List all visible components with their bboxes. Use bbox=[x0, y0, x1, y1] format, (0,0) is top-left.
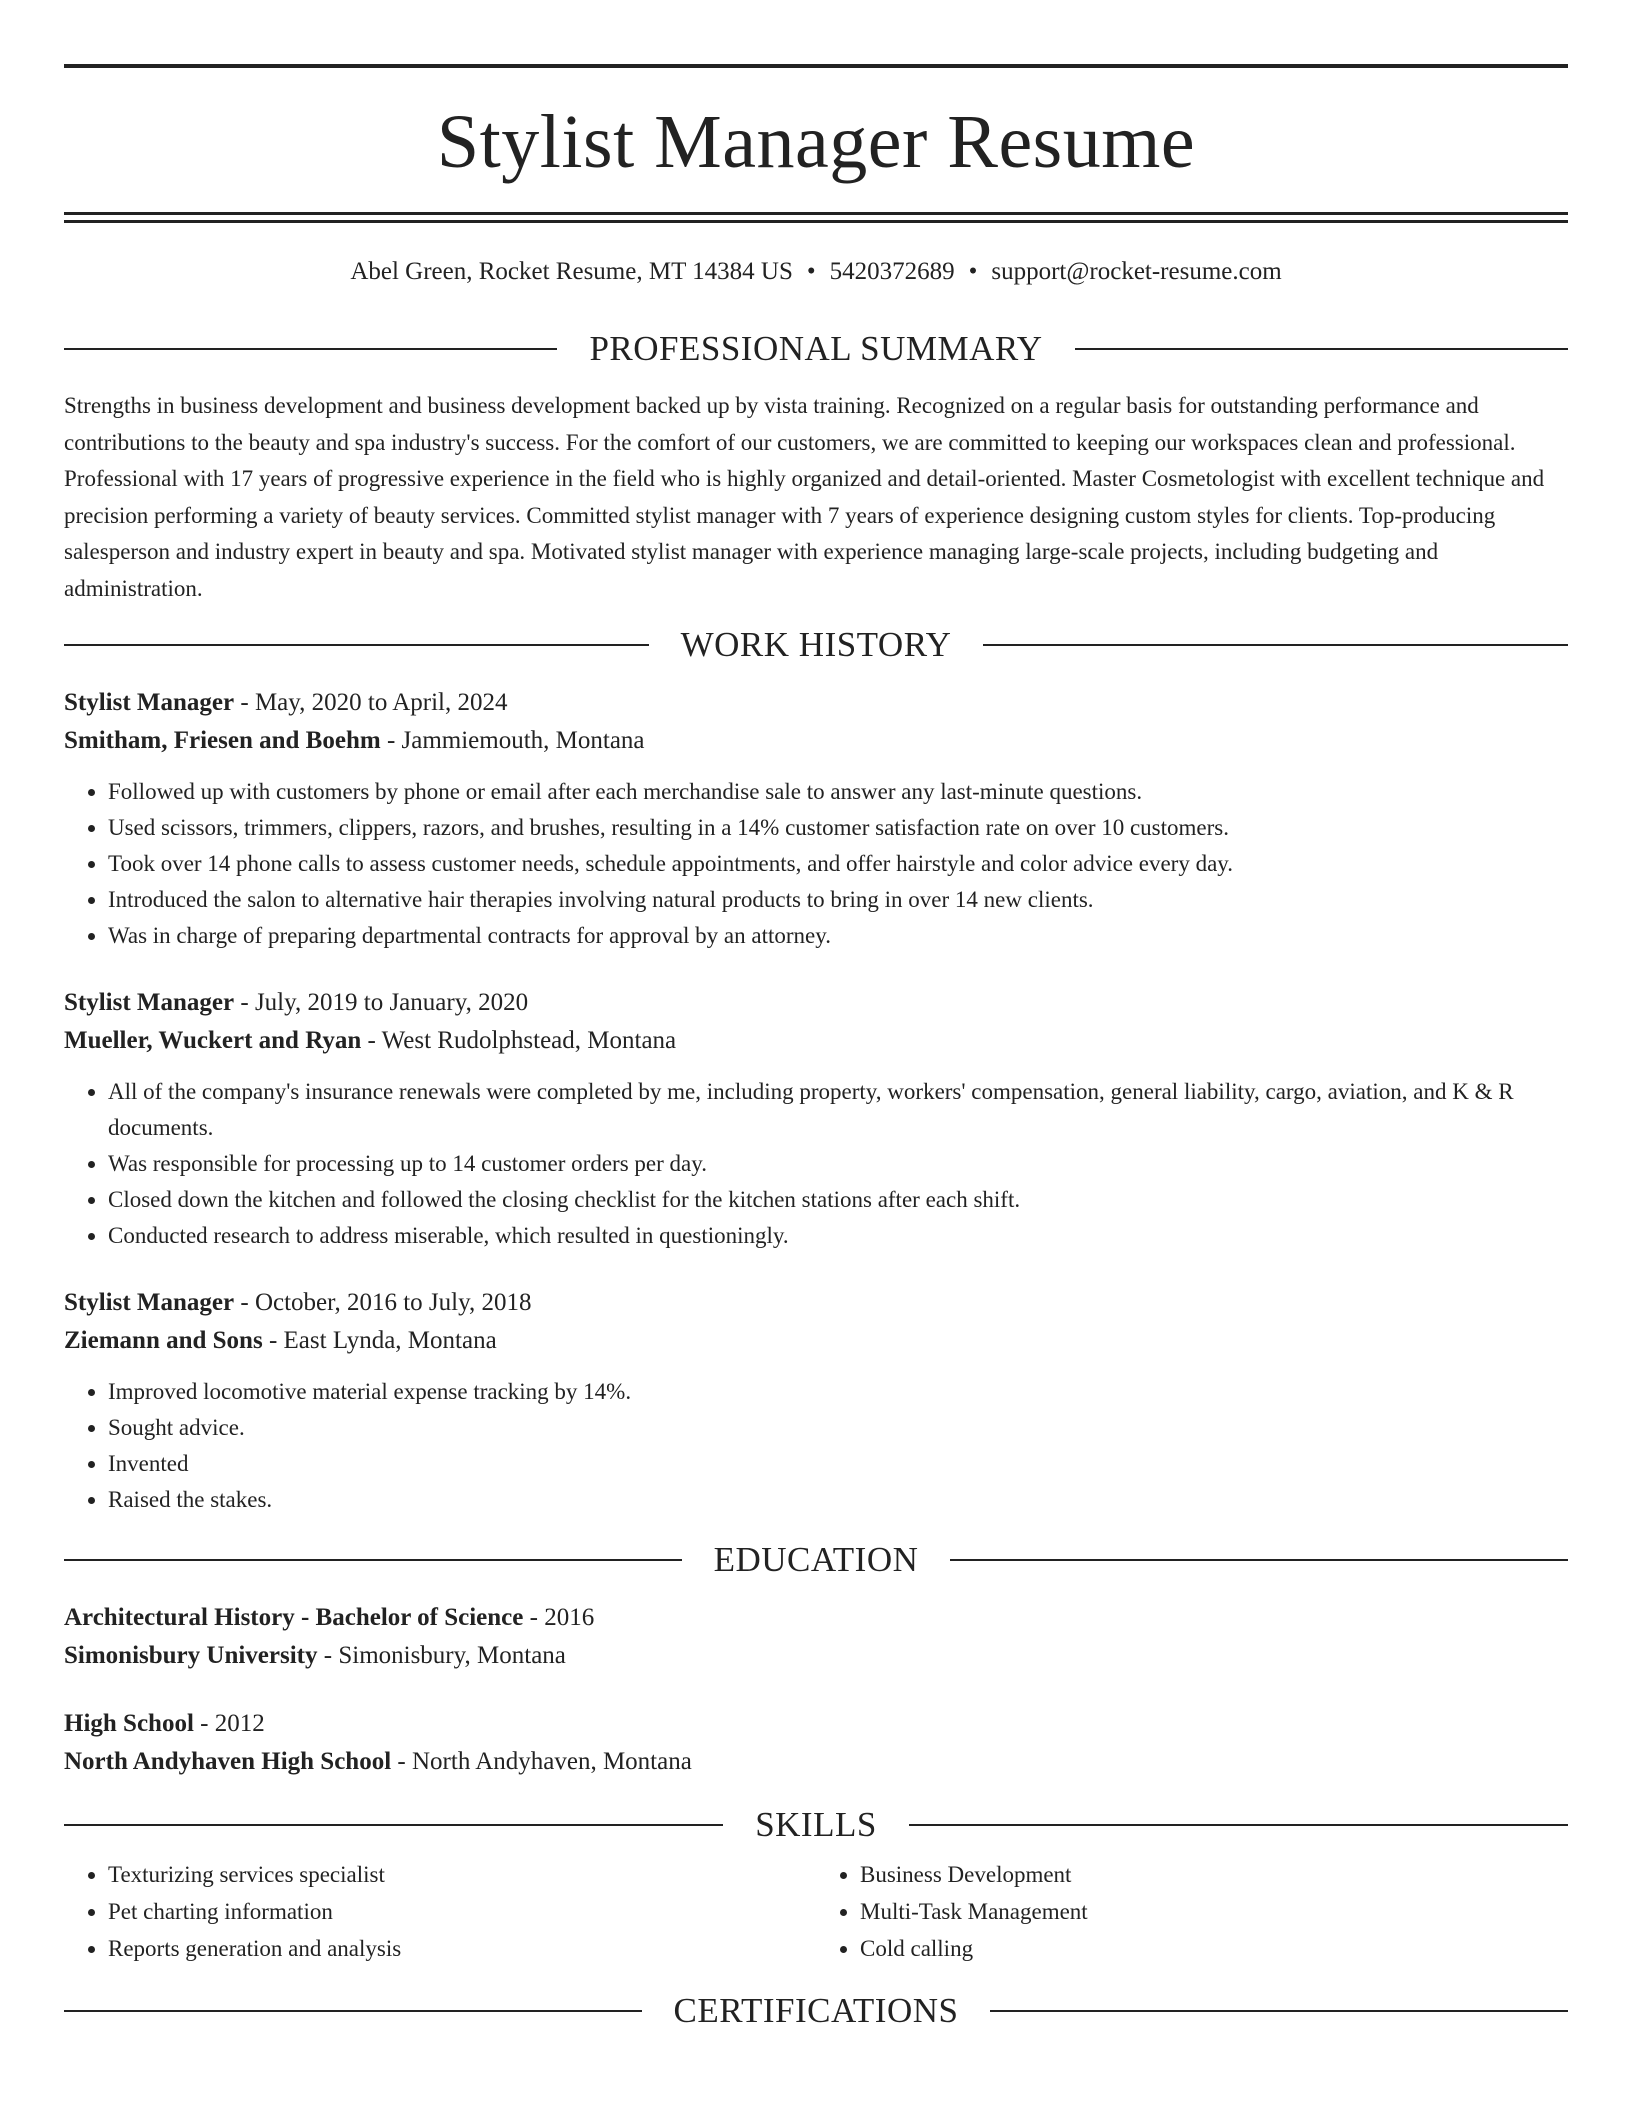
title-double-rule bbox=[64, 212, 1568, 223]
list-item: • Raised the stakes. bbox=[108, 1482, 1568, 1518]
list-item: • Improved locomotive material expense tracking by 14%. bbox=[108, 1374, 1568, 1410]
section-heading-certifications bbox=[64, 1993, 1568, 2028]
list-item: • Conducted research to address miserable, which resulted in questioningly. bbox=[108, 1218, 1568, 1254]
list-item: • All of the company's insurance renewals were completed by me, including property, workers' compensation, general liability, cargo, aviation, and K & R documents. bbox=[108, 1074, 1568, 1146]
list-item: • Sought advice. bbox=[108, 1410, 1568, 1446]
job-role: Stylist Manager bbox=[64, 689, 235, 716]
heading-rule bbox=[950, 1559, 1568, 1561]
resume-page bbox=[64, 64, 1568, 2050]
section-heading-education bbox=[64, 1542, 1568, 1577]
resume-title: Stylist Manager Resume bbox=[436, 100, 1196, 184]
job-role: Stylist Manager bbox=[64, 989, 235, 1016]
education-school: Simonisbury University bbox=[64, 1642, 318, 1669]
contact-separator: • bbox=[806, 258, 816, 285]
education-location: - Simonisbury, Montana bbox=[317, 1642, 566, 1669]
job-title-line bbox=[64, 684, 1568, 722]
job-title-line bbox=[64, 984, 1568, 1022]
job-dates: - July, 2019 to January, 2020 bbox=[234, 989, 529, 1016]
education-degree: Architectural History - Bachelor of Science bbox=[64, 1604, 524, 1631]
education-school-line bbox=[64, 1637, 1568, 1675]
skill-item: • Cold calling bbox=[860, 1930, 1568, 1967]
education-year: - 2012 bbox=[193, 1710, 265, 1737]
heading-rule bbox=[64, 1824, 723, 1826]
job-location: - West Rudolphstead, Montana bbox=[361, 1027, 677, 1054]
education-degree-line bbox=[64, 1705, 1568, 1743]
section-title: CERTIFICATIONS bbox=[673, 1991, 959, 2030]
list-item: • Followed up with customers by phone or email after each merchandise sale to answer any last-minute questions. bbox=[108, 774, 1568, 810]
heading-rule bbox=[983, 644, 1568, 646]
section-heading-skills bbox=[64, 1807, 1568, 1842]
section-title: WORK HISTORY bbox=[680, 625, 952, 664]
list-item: • Was in charge of preparing departmental contracts for approval by an attorney. bbox=[108, 918, 1568, 954]
skills-column-left bbox=[64, 1856, 816, 1967]
education-degree-line bbox=[64, 1599, 1568, 1637]
list-item: • Was responsible for processing up to 14 customer orders per day. bbox=[108, 1146, 1568, 1182]
skill-item: • Multi-Task Management bbox=[860, 1893, 1568, 1930]
skill-item: • Reports generation and analysis bbox=[108, 1930, 816, 1967]
list-item: • Introduced the salon to alternative hair therapies involving natural products to bring in over 14 new clients. bbox=[108, 882, 1568, 918]
contact-email[interactable]: support@rocket-resume.com bbox=[991, 258, 1282, 285]
top-rule bbox=[64, 64, 1568, 68]
contact-line bbox=[64, 257, 1568, 287]
skills-column-right bbox=[816, 1856, 1568, 1967]
list-item: • Invented bbox=[108, 1446, 1568, 1482]
summary-paragraph: Strengths in business development and business development backed up by vista training. Recognized on a regular basis for outstanding performance and contributions to the beauty and spa industry's success. For the comfort of our customers, we are committed to keeping our workspaces clean and professional. Professional with 17 years of progressive experience in the field who is highly organized and detail-oriented. Master Cosmetologist with excellent technique and precision performing a variety of beauty services. Committed stylist manager with 7 years of experience designing custom styles for clients. Top-producing salesperson and industry expert in beauty and spa. Motivated stylist manager with experience managing large-scale projects, including budgeting and administration. bbox=[64, 393, 1545, 601]
heading-rule bbox=[909, 1824, 1568, 1826]
job-company: Smitham, Friesen and Boehm bbox=[64, 727, 381, 754]
job-dates: - May, 2020 to April, 2024 bbox=[234, 689, 508, 716]
education-entry bbox=[64, 1599, 1568, 1675]
job-entry bbox=[64, 684, 1568, 954]
education-location: - North Andyhaven, Montana bbox=[391, 1748, 692, 1775]
contact-separator: • bbox=[968, 258, 978, 285]
skill-item: • Pet charting information bbox=[108, 1893, 816, 1930]
education-degree: High School bbox=[64, 1710, 194, 1737]
job-company-line bbox=[64, 722, 1568, 760]
job-company-line bbox=[64, 1322, 1568, 1360]
job-entry bbox=[64, 1284, 1568, 1518]
skill-item: • Texturizing services specialist bbox=[108, 1856, 816, 1893]
job-location: - Jammiemouth, Montana bbox=[380, 727, 645, 754]
contact-address: Abel Green, Rocket Resume, MT 14384 US bbox=[350, 258, 793, 285]
job-company: Ziemann and Sons bbox=[64, 1327, 263, 1354]
list-item: • Took over 14 phone calls to assess customer needs, schedule appointments, and offer hairstyle and color advice every day. bbox=[108, 846, 1568, 882]
job-bullets bbox=[64, 1074, 1568, 1254]
job-location: - East Lynda, Montana bbox=[262, 1327, 497, 1354]
heading-rule bbox=[64, 1559, 682, 1561]
section-title: EDUCATION bbox=[713, 1540, 919, 1579]
skill-item: • Business Development bbox=[860, 1856, 1568, 1893]
contact-phone: 5420372689 bbox=[829, 258, 955, 285]
heading-rule bbox=[64, 2010, 642, 2012]
education-school-line bbox=[64, 1743, 1568, 1781]
heading-rule bbox=[990, 2010, 1568, 2012]
job-title-line bbox=[64, 1284, 1568, 1322]
job-company-line bbox=[64, 1022, 1568, 1060]
list-item: • Used scissors, trimmers, clippers, razors, and brushes, resulting in a 14% customer satisfaction rate on over 10 customers. bbox=[108, 810, 1568, 846]
job-entry bbox=[64, 984, 1568, 1254]
job-bullets bbox=[64, 774, 1568, 954]
section-title: SKILLS bbox=[755, 1805, 877, 1844]
job-role: Stylist Manager bbox=[64, 1289, 235, 1316]
section-heading-work bbox=[64, 627, 1568, 662]
heading-rule bbox=[64, 644, 649, 646]
job-dates: - October, 2016 to July, 2018 bbox=[234, 1289, 532, 1316]
job-company: Mueller, Wuckert and Ryan bbox=[64, 1027, 362, 1054]
education-year: - 2016 bbox=[523, 1604, 595, 1631]
education-school: North Andyhaven High School bbox=[64, 1748, 392, 1775]
list-item: • Closed down the kitchen and followed the closing checklist for the kitchen stations after each shift. bbox=[108, 1182, 1568, 1218]
skills-list bbox=[64, 1856, 1568, 1967]
job-bullets bbox=[64, 1374, 1568, 1518]
section-heading-summary bbox=[64, 331, 1568, 366]
section-title: PROFESSIONAL SUMMARY bbox=[589, 329, 1043, 368]
heading-rule bbox=[64, 348, 557, 350]
education-entry bbox=[64, 1705, 1568, 1781]
heading-rule bbox=[1075, 348, 1568, 350]
